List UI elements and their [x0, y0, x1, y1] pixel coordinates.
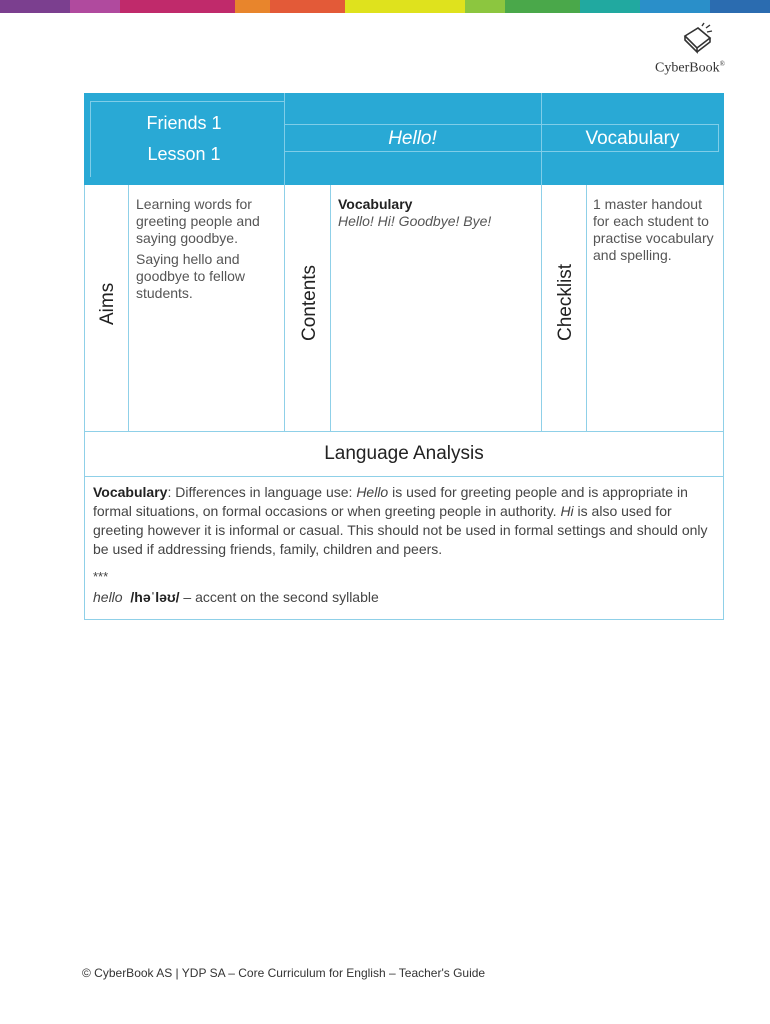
- analysis-paragraph: Vocabulary: Differences in language use: Hello is used for greeting people and is appropriate in formal situations, on formal occasions or when greeting people in authority. Hi is also used for greeting however it is informal or casual. This should not be used in formal settings and should only be used if addressing friends, family, children and peers.: [93, 484, 708, 557]
- aims-line-2: Saying hello and goodbye to fellow students.: [136, 251, 245, 301]
- lesson-section: Vocabulary: [585, 128, 680, 149]
- checklist-label: Checklist: [555, 263, 576, 341]
- lesson-title-block: [84, 93, 284, 185]
- cyberbook-logo: [630, 22, 750, 82]
- aims-text: [136, 196, 281, 306]
- open-book-icon: [680, 22, 714, 56]
- page-footer: © CyberBook AS | YDP SA – Core Curriculum for English – Teacher's Guide: [82, 966, 486, 980]
- pronunciation-line: hello /həˈləʊ/ – accent on the second syllable: [93, 589, 379, 605]
- contents-label: Contents: [299, 264, 320, 341]
- color-stripe: [0, 0, 770, 13]
- aims-line-1: Learning words for greeting people and saying goodbye.: [136, 196, 260, 246]
- language-analysis-title: Language Analysis: [84, 431, 724, 477]
- logo-brand-text: CyberBook®: [655, 60, 725, 76]
- language-analysis-body: [84, 477, 724, 620]
- lesson-topic: Hello!: [388, 128, 437, 149]
- series-title: Friends 1: [146, 113, 222, 133]
- checklist-text: 1 master handout for each student to practise vocabulary and spelling.: [593, 196, 714, 263]
- aims-label: Aims: [97, 282, 118, 325]
- lesson-sheet: [84, 93, 724, 620]
- contents-text: [338, 196, 538, 230]
- contents-heading: Vocabulary: [338, 196, 413, 212]
- lesson-number: Lesson 1: [147, 144, 221, 164]
- separator-stars: ***: [93, 569, 109, 584]
- lesson-body-row: [84, 185, 724, 431]
- contents-words: Hello! Hi! Goodbye! Bye!: [338, 213, 492, 229]
- lesson-header: [84, 93, 724, 185]
